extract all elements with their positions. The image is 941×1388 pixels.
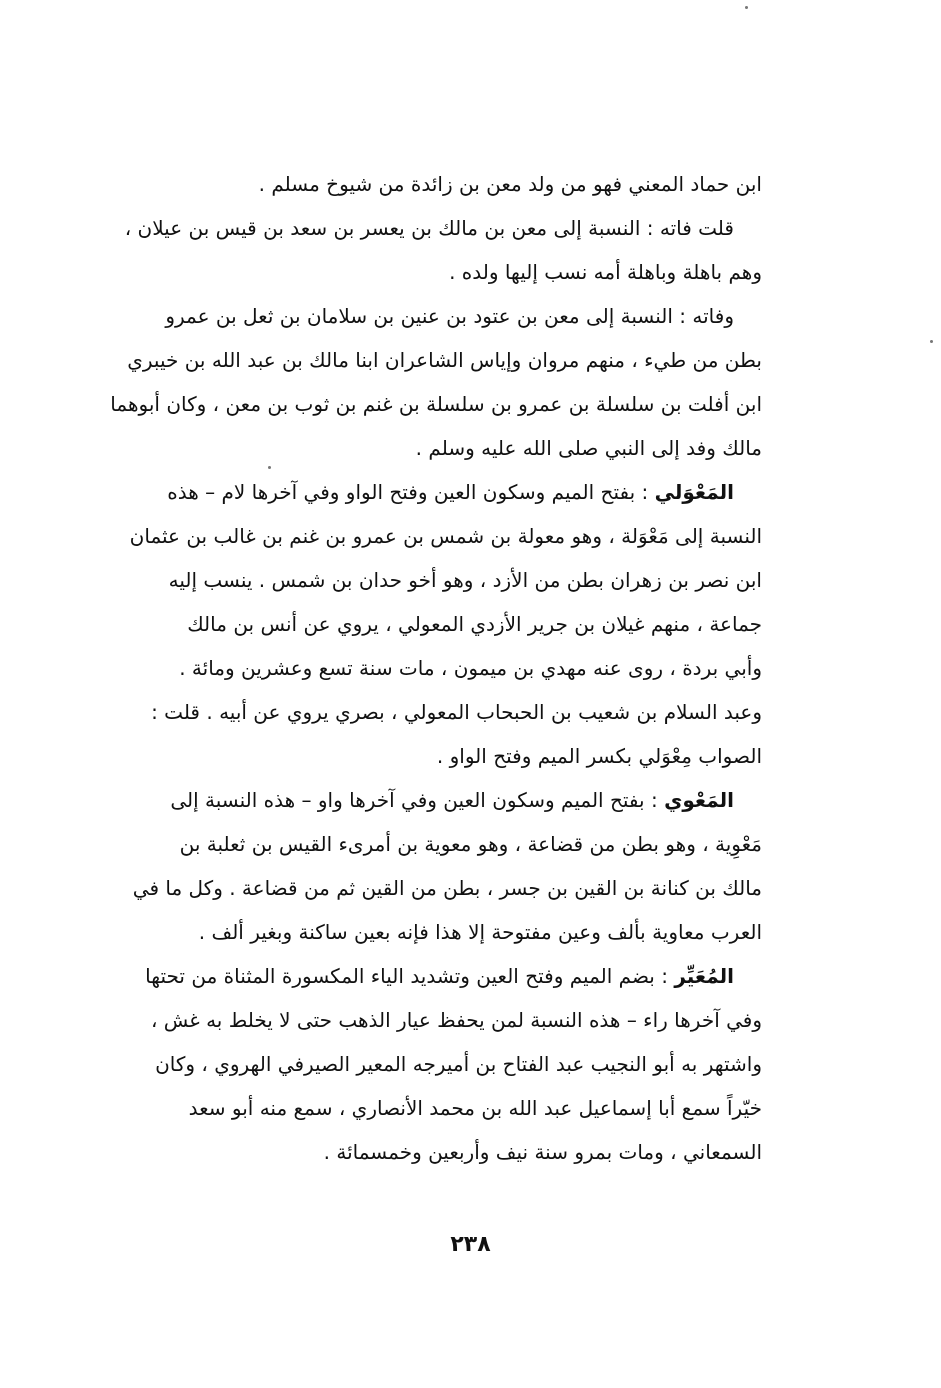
- entry-heading-line: المَعْوي : بفتح الميم وسكون العين وفي آخرها واو – هذه النسبة إلى: [170, 788, 734, 812]
- text-line: وفي آخرها راء – هذه النسبة لمن يحفظ عيار الذهب حتى لا يخلط به غش ،: [150, 1008, 762, 1032]
- entry-term: المَعْوَلي: [654, 480, 734, 504]
- text-line: مالك وفد إلى النبي صلى الله عليه وسلم .: [415, 436, 762, 460]
- text-line: السمعاني ، ومات بمرو سنة نيف وأربعين وخمسمائة .: [323, 1140, 762, 1164]
- body-text: [60, 162, 762, 1174]
- text-line: بطن من طيء ، منهم مروان وإياس الشاعران ابنا مالك بن عبد الله بن خيبري: [127, 348, 762, 372]
- text-line: مَعْوِية ، وهو بطن من قضاعة ، وهو معوية بن أمرىء القيس بن ثعلبة بن: [179, 832, 762, 856]
- entry-term: المَعْوي: [664, 788, 734, 812]
- text-line: العرب معاوية بألف وعين مفتوحة إلا هذا فإنه بعين ساكنة وبغير ألف .: [198, 920, 762, 944]
- page-number: ٢٣٨: [450, 1232, 491, 1257]
- text-line: خيّراً سمع أبا إسماعيل عبد الله بن محمد الأنصاري ، سمع منه أبو سعد: [188, 1096, 762, 1120]
- text-line: وفاته : النسبة إلى معن بن عتود بن عنين بن سلامان بن ثعل بن عمرو: [165, 304, 734, 328]
- text-line: ابن أفلت بن سلسلة بن عمرو بن سلسلة بن غنم بن ثوب بن معن ، وكان أبوهما: [110, 392, 762, 416]
- text-line: واشتهر به أبو النجيب عبد الفتاح بن أميرجه المعير الصيرفي الهروي ، وكان: [155, 1052, 762, 1076]
- text-line: النسبة إلى مَعْوَلة ، وهو معولة بن شمس بن عمرو بن غنم بن غالب بن عثمان: [129, 524, 762, 548]
- text-line: وعبد السلام بن شعيب بن الحبحاب المعولي ، بصري يروي عن أبيه . قلت :: [151, 700, 762, 724]
- text-line: ابن نصر بن زهران بطن من الأزد ، وهو أخو حدان بن شمس . ينسب إليه: [168, 568, 762, 592]
- entry-heading-line: المَعْوَلي : بفتح الميم وسكون العين وفتح الواو وفي آخرها لام – هذه: [167, 480, 734, 504]
- paper-speck: [930, 340, 933, 343]
- text-line: وهم باهلة وباهلة أمه نسب إليها ولده .: [449, 260, 762, 284]
- paper-speck: [745, 6, 748, 9]
- entry-heading-line: المُعَيِّر : بضم الميم وفتح العين وتشديد الياء المكسورة المثناة من تحتها: [145, 964, 734, 988]
- text-line: الصواب مِعْوَلي بكسر الميم وفتح الواو .: [436, 744, 762, 768]
- text-line: وأبي بردة ، روى عنه مهدي بن ميمون ، مات سنة تسع وعشرين ومائة .: [179, 656, 762, 680]
- text-line: مالك بن كنانة بن القين بن جسر ، بطن من القين ثم من قضاعة . وكل ما في: [132, 876, 762, 900]
- entry-term: المُعَيِّر: [674, 964, 734, 988]
- text-line: جماعة ، منهم غيلان بن جرير الأزدي المعولي ، يروي عن أنس بن مالك: [187, 612, 762, 636]
- text-line: قلت فاته : النسبة إلى معن بن مالك بن يعسر بن سعد بن قيس بن عيلان ،: [124, 216, 734, 240]
- text-line: ابن حماد المعني فهو من ولد معن بن زائدة من شيوخ مسلم .: [258, 172, 762, 196]
